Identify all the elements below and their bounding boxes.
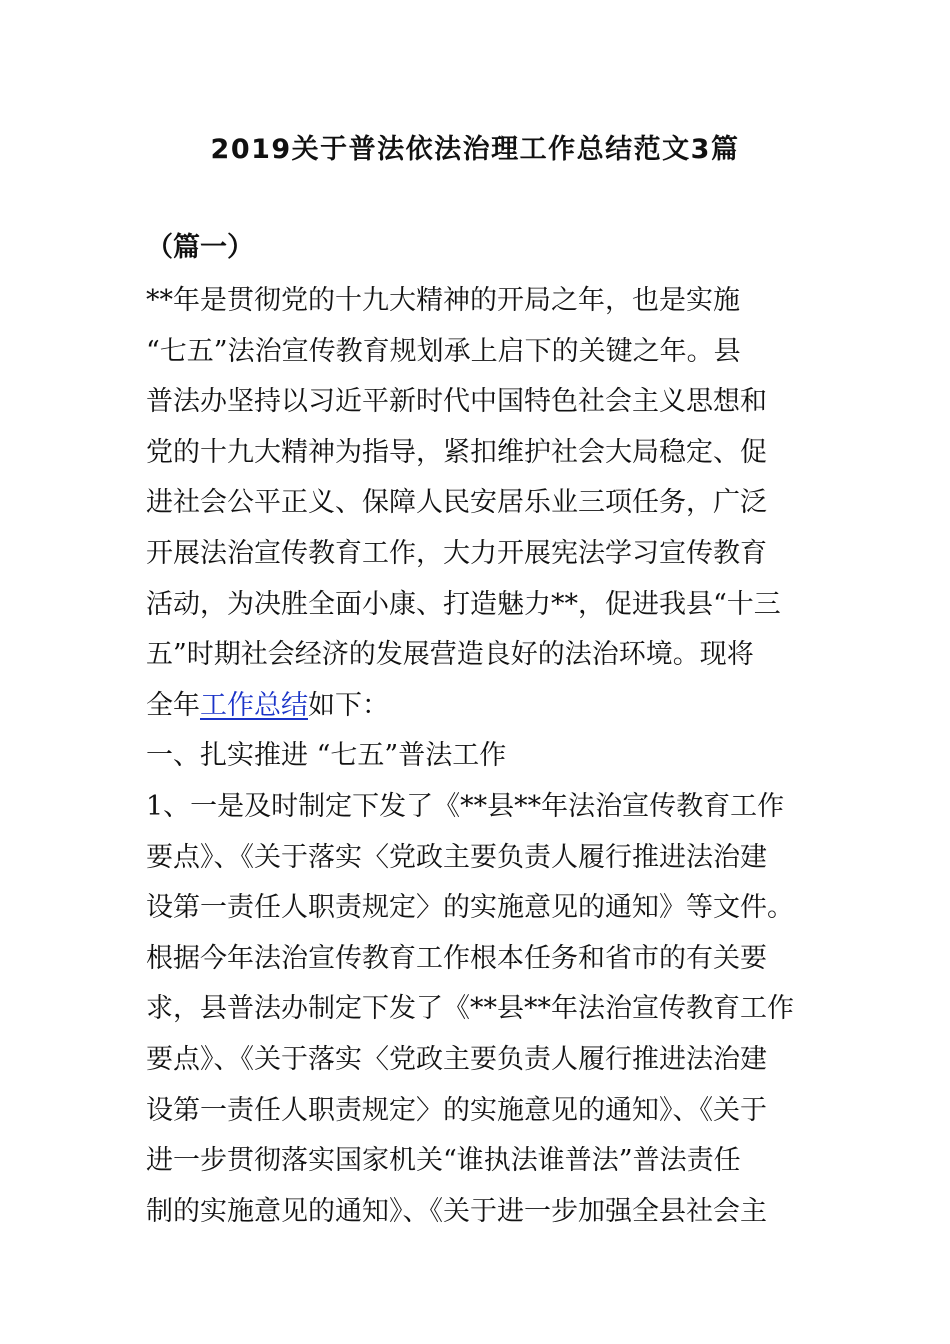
body-line: 求，县普法办制定下发了《**县**年法治宣传教育工作: [146, 993, 794, 1025]
body-line: 要点》、《关于落实〈党政主要负责人履行推进法治建: [146, 1043, 767, 1075]
body-line: 1、一是及时制定下发了《**县**年法治宣传教育工作: [146, 790, 785, 822]
body-line: 设第一责任人职责规定〉的实施意见的通知》等文件。: [146, 892, 794, 924]
summary-prefix: 全年: [146, 689, 200, 721]
body-line: 党的十九大精神为指导，紧扣维护社会大局稳定、促: [146, 436, 767, 468]
body-line: 进一步贯彻落实国家机关“谁执法谁普法”普法责任: [146, 1145, 741, 1177]
body-line: 进社会公平正义、保障人民安居乐业三项任务，广泛: [146, 487, 767, 519]
document-title: 2019关于普法依法治理工作总结范文3篇: [210, 134, 740, 165]
body-line: 活动，为决胜全面小康、打造魅力**，促进我县“十三: [146, 588, 781, 620]
section-label: （篇一）: [146, 232, 254, 263]
body-line: 要点》、《关于落实〈党政主要负责人履行推进法治建: [146, 841, 767, 873]
body-line: 制的实施意见的通知》、《关于进一步加强全县社会主: [146, 1195, 767, 1227]
body-line: 普法办坚持以习近平新时代中国特色社会主义思想和: [146, 386, 767, 418]
work-summary-link[interactable]: 工作总结: [200, 689, 308, 721]
summary-suffix: 如下：: [308, 689, 389, 721]
body-line: 开展法治宣传教育工作，大力开展宪法学习宣传教育: [146, 537, 767, 569]
section-heading: 一、扎实推进 “七五”普法工作: [146, 740, 507, 772]
body-line: “七五”法治宣传教育规划承上启下的关键之年。县: [146, 335, 741, 367]
body-line: 设第一责任人职责规定〉的实施意见的通知》、《关于: [146, 1094, 767, 1126]
body-line: **年是贯彻党的十九大精神的开局之年，也是实施: [146, 285, 740, 316]
body-line: 五”时期社会经济的发展营造良好的法治环境。现将: [146, 639, 754, 671]
summary-line: [146, 681, 816, 732]
body-line: 根据今年法治宣传教育工作根本任务和省市的有关要: [146, 942, 767, 974]
document-body: [146, 276, 816, 1237]
